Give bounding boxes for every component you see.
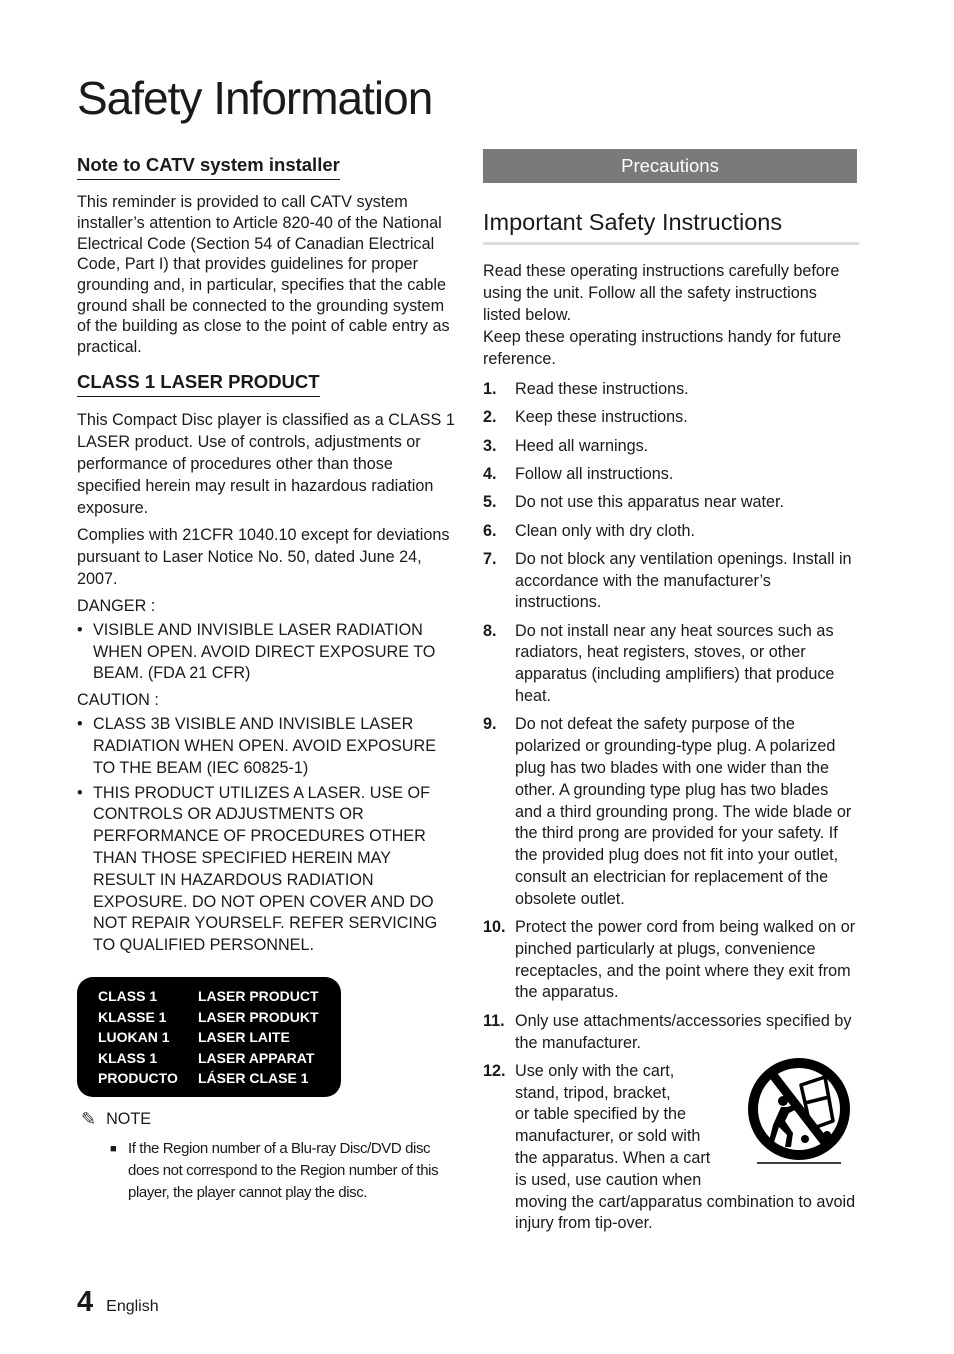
- step-number: 11.: [483, 1011, 505, 1030]
- list-item: [483, 1061, 859, 1235]
- list-item: [483, 714, 859, 910]
- step-number: 3.: [483, 436, 497, 455]
- step-text: Do not use this apparatus near water.: [515, 493, 785, 512]
- laser-label-product: LASER PRODUCT: [198, 988, 319, 1005]
- step-text: Read these instructions.: [515, 380, 689, 399]
- step-text-line: stand, tripod, bracket,: [515, 1083, 671, 1102]
- laser-label-class: KLASSE 1: [98, 1008, 167, 1025]
- step-text-line: the apparatus. When a cart: [515, 1149, 711, 1168]
- list-item: [483, 436, 859, 458]
- step-text-line: Use only with the cart,: [515, 1061, 675, 1080]
- list-item: [483, 521, 859, 543]
- laser-label-row: [98, 1007, 320, 1028]
- step-number: 7.: [483, 549, 497, 568]
- list-item: [483, 464, 859, 486]
- step-text: Do not defeat the safety purpose of the polarized or grounding-type plug. A polarized plug has two blades with one wider than the other. A grounding type plug has two blades and a third grounding prong. The wide blade or the third prong are provided for your safety. If the provided plug does not fit into your outlet, consult an electrician for replacement of the obsolete outlet.: [515, 715, 852, 908]
- right-column: [483, 149, 859, 1242]
- square-bullet-icon: ■: [110, 1142, 117, 1155]
- list-item: [483, 492, 859, 514]
- instructions-list: [483, 379, 859, 1235]
- laser-section: [77, 370, 455, 1097]
- laser-label-row: [98, 1048, 320, 1069]
- list-item: [77, 783, 455, 957]
- section-title: Important Safety Instructions: [483, 209, 859, 245]
- danger-label: DANGER :: [77, 596, 156, 615]
- laser-label-product: LASER LAITE: [198, 1029, 290, 1046]
- laser-label-row: [98, 1068, 320, 1089]
- page-title: Safety Information: [77, 72, 433, 124]
- step-text: Protect the power cord from being walked on or pinched particularly at plugs, convenience receptacles, and the point where they exit from the apparatus.: [515, 918, 856, 1002]
- note-item: [77, 1138, 455, 1204]
- step-text: Do not install near any heat sources such as radiators, heat registers, stoves, or other apparatus (including amplifiers) that produce heat.: [515, 621, 835, 706]
- pencil-icon: ✎: [81, 1108, 97, 1129]
- note-item-text: If the Region number of a Blu-ray Disc/DVD disc does not correspond to the Region number of this player, the player cannot play the disc.: [128, 1139, 439, 1201]
- catv-heading: Note to CATV system installer: [77, 153, 340, 180]
- step-text: Heed all warnings.: [515, 436, 649, 455]
- list-item: [483, 621, 859, 708]
- step-text: Only use attachments/accessories specified by the manufacturer.: [515, 1011, 852, 1052]
- intro-paragraph: Read these operating instructions carefully before using the unit. Follow all the safety instructions listed below.: [483, 262, 840, 325]
- caution-list: [77, 714, 455, 957]
- catv-section: [77, 153, 455, 358]
- laser-label-row: [98, 986, 320, 1007]
- laser-label-class: KLASS 1: [98, 1049, 158, 1066]
- step-number: 12.: [483, 1061, 506, 1080]
- step-text-line: is used, use caution when: [515, 1170, 702, 1189]
- left-column: [77, 153, 455, 1204]
- page-number: 4: [77, 1286, 94, 1318]
- caution-item-text: THIS PRODUCT UTILIZES A LASER. USE OF CONTROLS OR ADJUSTMENTS OR PERFORMANCE OF PROCEDURES OTHER THAN THOSE SPECIFIED HEREIN MAY RESULT IN HAZARDOUS RADIATION EXPOSURE. DO NOT OPEN COVER AND DO NOT REPAIR YOURSELF. REFER SERVICING TO QUALIFIED PERSONNEL.: [93, 783, 438, 955]
- laser-label-product: LASER PRODUKT: [198, 1008, 319, 1025]
- step-text: Do not block any ventilation openings. Install in accordance with the manufacturer’s instructions.: [515, 549, 852, 612]
- step-text: Follow all instructions.: [515, 464, 674, 483]
- list-item: [483, 1011, 859, 1055]
- bullet-dot: •: [77, 715, 83, 734]
- note-section: [77, 1109, 455, 1204]
- bullet-dot: •: [77, 783, 83, 802]
- step-number: 10.: [483, 918, 506, 937]
- list-item: [483, 407, 859, 429]
- precautions-banner: Precautions: [483, 149, 857, 183]
- bullet-dot: •: [77, 620, 83, 639]
- laser-label-row: [98, 1027, 320, 1048]
- step-number: 8.: [483, 621, 497, 640]
- caution-item-text: CLASS 3B VISIBLE AND INVISIBLE LASER RADIATION WHEN OPEN. AVOID EXPOSURE TO THE BEAM (IEC 60825-1): [93, 715, 436, 777]
- step-text-line: manufacturer, or sold with: [515, 1127, 701, 1146]
- laser-text-compliance: Complies with 21CFR 1040.10 except for deviations pursuant to Laser Notice No. 50, dated June 24, 2007.: [77, 525, 450, 588]
- laser-label-class: PRODUCTO: [98, 1070, 178, 1087]
- laser-label-product: LASER APPARAT: [198, 1049, 315, 1066]
- laser-label-class: CLASS 1: [98, 988, 158, 1005]
- laser-label-class: LUOKAN 1: [98, 1029, 170, 1046]
- laser-text-classification: This Compact Disc player is classified as a CLASS 1 LASER product. Use of controls, adjustments or performance of procedures other than those specified herein may result in hazardous radiation exposure.: [77, 410, 455, 517]
- step-number: 2.: [483, 408, 497, 427]
- step-number: 6.: [483, 521, 497, 540]
- danger-item-text: VISIBLE AND INVISIBLE LASER RADIATION WHEN OPEN. AVOID DIRECT EXPOSURE TO BEAM. (FDA 21 CFR): [93, 620, 436, 683]
- page-language: English: [106, 1298, 159, 1315]
- list-item: [483, 549, 859, 614]
- laser-label-product: LÁSER CLASE 1: [198, 1070, 309, 1087]
- step-number: 4.: [483, 464, 497, 483]
- step-text: Keep these instructions.: [515, 408, 688, 427]
- step-number: 5.: [483, 493, 497, 512]
- list-item: [483, 917, 859, 1004]
- danger-list: [77, 620, 455, 685]
- step-number: 1.: [483, 380, 497, 399]
- list-item: [483, 379, 859, 401]
- note-label: NOTE: [106, 1109, 152, 1128]
- step-text-line: or table specified by the: [515, 1105, 686, 1124]
- laser-heading: CLASS 1 LASER PRODUCT: [77, 370, 320, 397]
- catv-text: This reminder is provided to call CATV system installer’s attention to Article 820-40 of the National Electrical Code (Section 54 of Canadian Electrical Code, Part I) that provides guidelines for proper grounding and, in particular, specifies that the cable ground shall be connected to the grounding system of the building as close to the point of cable entry as practical.: [77, 193, 450, 357]
- page-footer: [77, 1288, 159, 1317]
- list-item: [77, 620, 455, 685]
- step-number: 9.: [483, 715, 497, 734]
- step-text-rest: moving the cart/apparatus combination to avoid injury from tip-over.: [515, 1192, 856, 1233]
- note-heading: [81, 1109, 455, 1130]
- list-item: [77, 714, 455, 779]
- caution-label: CAUTION :: [77, 691, 159, 710]
- cart-tip-over-warning-icon: [743, 1055, 859, 1167]
- laser-class-label: [77, 977, 341, 1097]
- intro-paragraph-2: Keep these operating instructions handy for future reference.: [483, 328, 842, 369]
- step-text: Clean only with dry cloth.: [515, 521, 695, 540]
